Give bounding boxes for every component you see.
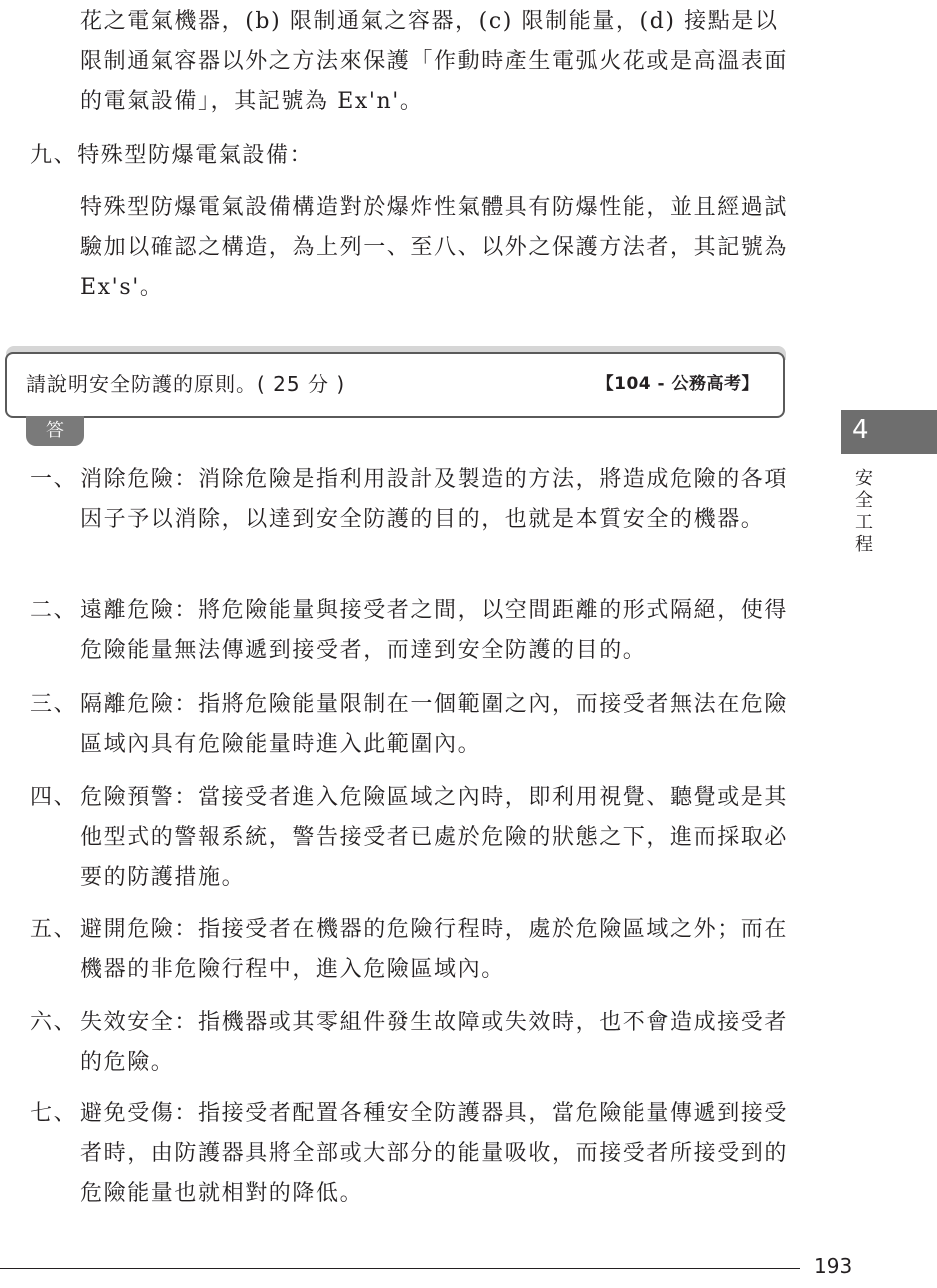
answer-item-text: 避開危險：指接受者在機器的危險行程時，處於危險區域之外；而在機器的非危險行程中，進入危險區域內。 xyxy=(80,917,789,982)
answer-item-number: 一、 xyxy=(30,467,78,492)
answer-item-text: 避免受傷：指接受者配置各種安全防護器具，當危險能量傳遞到接受者時，由防護器具將全部或大部分的能量吸收，而接受者所接受到的危險能量也就相對的降低。 xyxy=(80,1101,789,1206)
section-body: 特殊型防爆電氣設備構造對於爆炸性氣體具有防爆性能，並且經過試驗加以確認之構造，為上列一、至八、以外之保護方法者，其記號為 Ex's'。 xyxy=(80,195,797,300)
exam-tag: 【104 - 公務高考】 xyxy=(596,374,759,394)
answer-item-number: 三、 xyxy=(30,692,78,717)
answer-item xyxy=(30,1003,790,1083)
answer-item-text: 消除危險：消除危險是指利用設計及製造的方法，將造成危險的各項因子予以消除，以達到安全防護的目的，也就是本質安全的機器。 xyxy=(80,467,789,532)
top-paragraph: 花之電氣機器，(b) 限制通氣之容器，(c) 限制能量，(d) 接點是以限制通氣容器以外之方法來保護「作動時產生電弧火花或是高溫表面的電氣設備」，其記號為 Ex'n'。 xyxy=(80,9,789,114)
answer-item-text: 失效安全：指機器或其零組件發生故障或失效時，也不會造成接受者的危險。 xyxy=(80,1010,789,1075)
answer-item-number: 七、 xyxy=(30,1101,78,1126)
chapter-tab xyxy=(841,410,937,454)
answer-item xyxy=(30,685,790,765)
answer-item-number: 四、 xyxy=(30,785,78,810)
answer-item xyxy=(30,591,790,671)
footer-rule xyxy=(0,1268,800,1269)
answer-item-number: 二、 xyxy=(30,598,78,623)
answer-item-text: 危險預警：當接受者進入危險區域之內時，即利用視覺、聽覺或是其他型式的警報系統，警告接受者已處於危險的狀態之下，進而採取必要的防護措施。 xyxy=(80,785,789,890)
chapter-number: 4 xyxy=(852,415,869,445)
question-box xyxy=(5,352,785,418)
answer-item-number: 六、 xyxy=(30,1010,78,1035)
answer-badge: 答 xyxy=(26,416,84,446)
answer-item xyxy=(30,1094,790,1214)
answer-item-number: 五、 xyxy=(30,917,78,942)
answer-item xyxy=(30,778,790,898)
question-text: 請說明安全防護的原則。( 25 分 ) xyxy=(26,372,346,396)
answer-item-text: 隔離危險：指將危險能量限制在一個範圍之內，而接受者無法在危險區域內具有危險能量時進入此範圍內。 xyxy=(80,692,789,757)
answer-item xyxy=(30,460,790,540)
answer-item xyxy=(30,910,790,990)
chapter-title: 安全工程 xyxy=(855,468,873,555)
answer-item-text: 遠離危險：將危險能量與接受者之間，以空間距離的形式隔絕，使得危險能量無法傳遞到接受者，而達到安全防護的目的。 xyxy=(80,598,789,663)
section-heading: 九、特殊型防爆電氣設備： xyxy=(30,143,314,168)
page-number: 193 xyxy=(814,1254,853,1278)
